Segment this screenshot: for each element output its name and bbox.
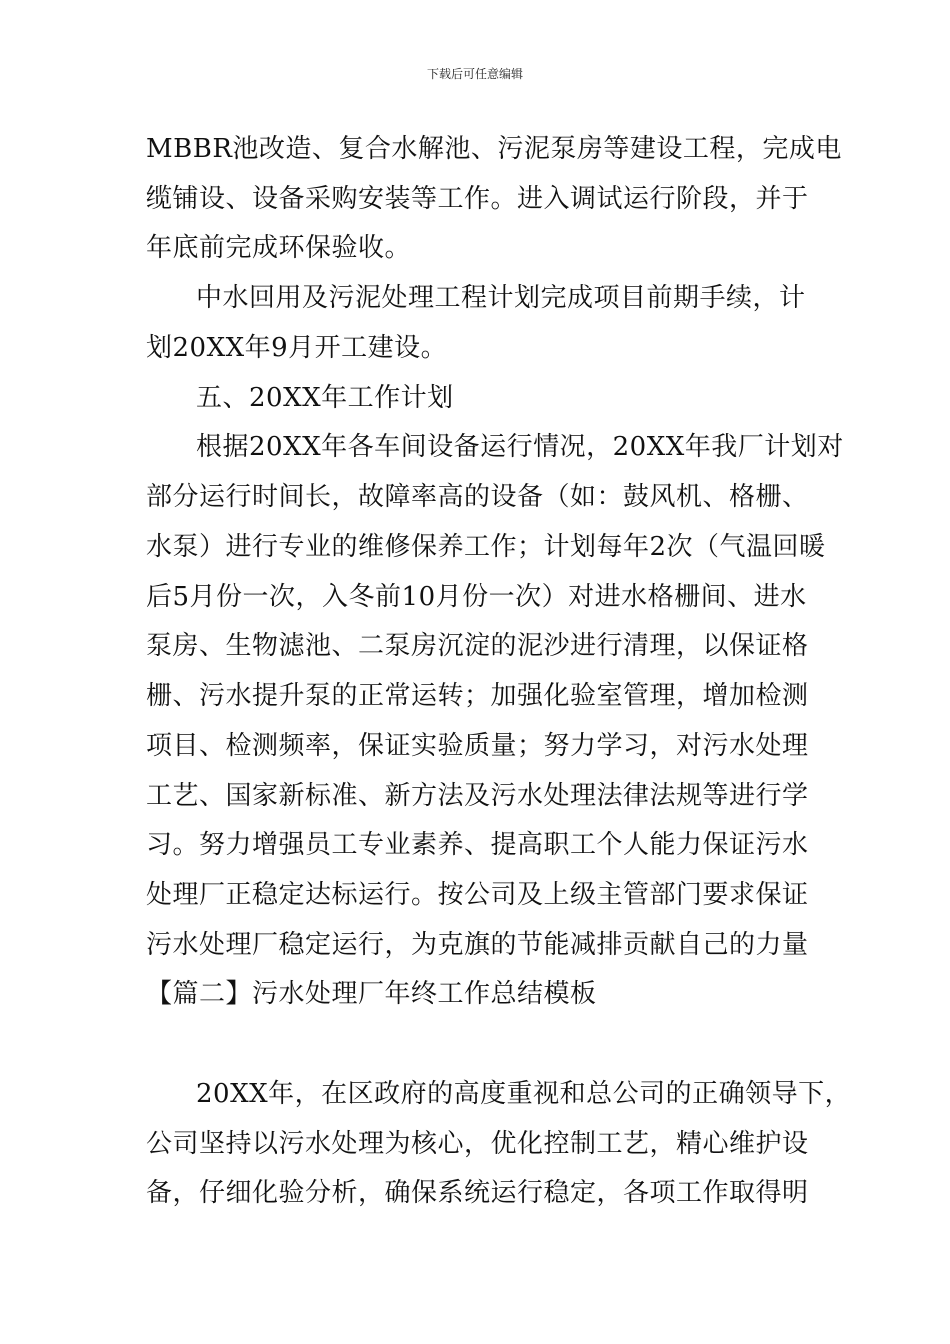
paragraph-line: 根据20XX年各车间设备运行情况，20XX年我厂计划对 [196,432,844,462]
paragraph-line: 污水处理厂稳定运行，为克旗的节能减排贡献自己的力量 [146,930,809,960]
paragraph-line: 中水回用及污泥处理工程计划完成项目前期手续，计 [196,283,806,313]
paragraph-line: 部分运行时间长，故障率高的设备（如：鼓风机、格栅、 [146,482,809,512]
paragraph-line: 栅、污水提升泵的正常运转；加强化验室管理，增加检测 [146,681,809,711]
paragraph-line: 缆铺设、设备采购安装等工作。进入调试运行阶段，并于 [146,184,809,214]
paragraph-line: 泵房、生物滤池、二泵房沉淀的泥沙进行清理，以保证格 [146,631,809,661]
paragraph-line: 项目、检测频率，保证实验质量；努力学习，对污水处理 [146,731,809,761]
paragraph-line: 工艺、国家新标准、新方法及污水处理法律法规等进行学 [146,781,809,811]
article-title: 【篇二】污水处理厂年终工作总结模板 [146,979,597,1009]
paragraph-line: 划20XX年9月开工建设。 [146,333,448,363]
paragraph-line: 年底前完成环保验收。 [146,233,412,263]
paragraph-line: 后5月份一次，入冬前10月份一次）对进水格栅间、进水 [146,582,807,612]
section-heading: 五、20XX年工作计划 [196,383,454,413]
page-header: 下载后可任意编辑 [426,67,523,81]
paragraph-line: 备，仔细化验分析，确保系统运行稳定，各项工作取得明 [146,1178,809,1208]
paragraph-line: 20XX年，在区政府的高度重视和总公司的正确领导下， [196,1079,852,1109]
paragraph-line: 水泵）进行专业的维修保养工作；计划每年2次（气温回暖 [146,532,826,562]
paragraph-line: 处理厂正稳定达标运行。按公司及上级主管部门要求保证 [146,880,809,910]
paragraph-line: 公司坚持以污水处理为核心，优化控制工艺，精心维护设 [146,1129,809,1159]
paragraph-line: 习。努力增强员工专业素养、提高职工个人能力保证污水 [146,830,809,860]
paragraph-line: MBBR池改造、复合水解池、污泥泵房等建设工程，完成电 [146,134,842,164]
